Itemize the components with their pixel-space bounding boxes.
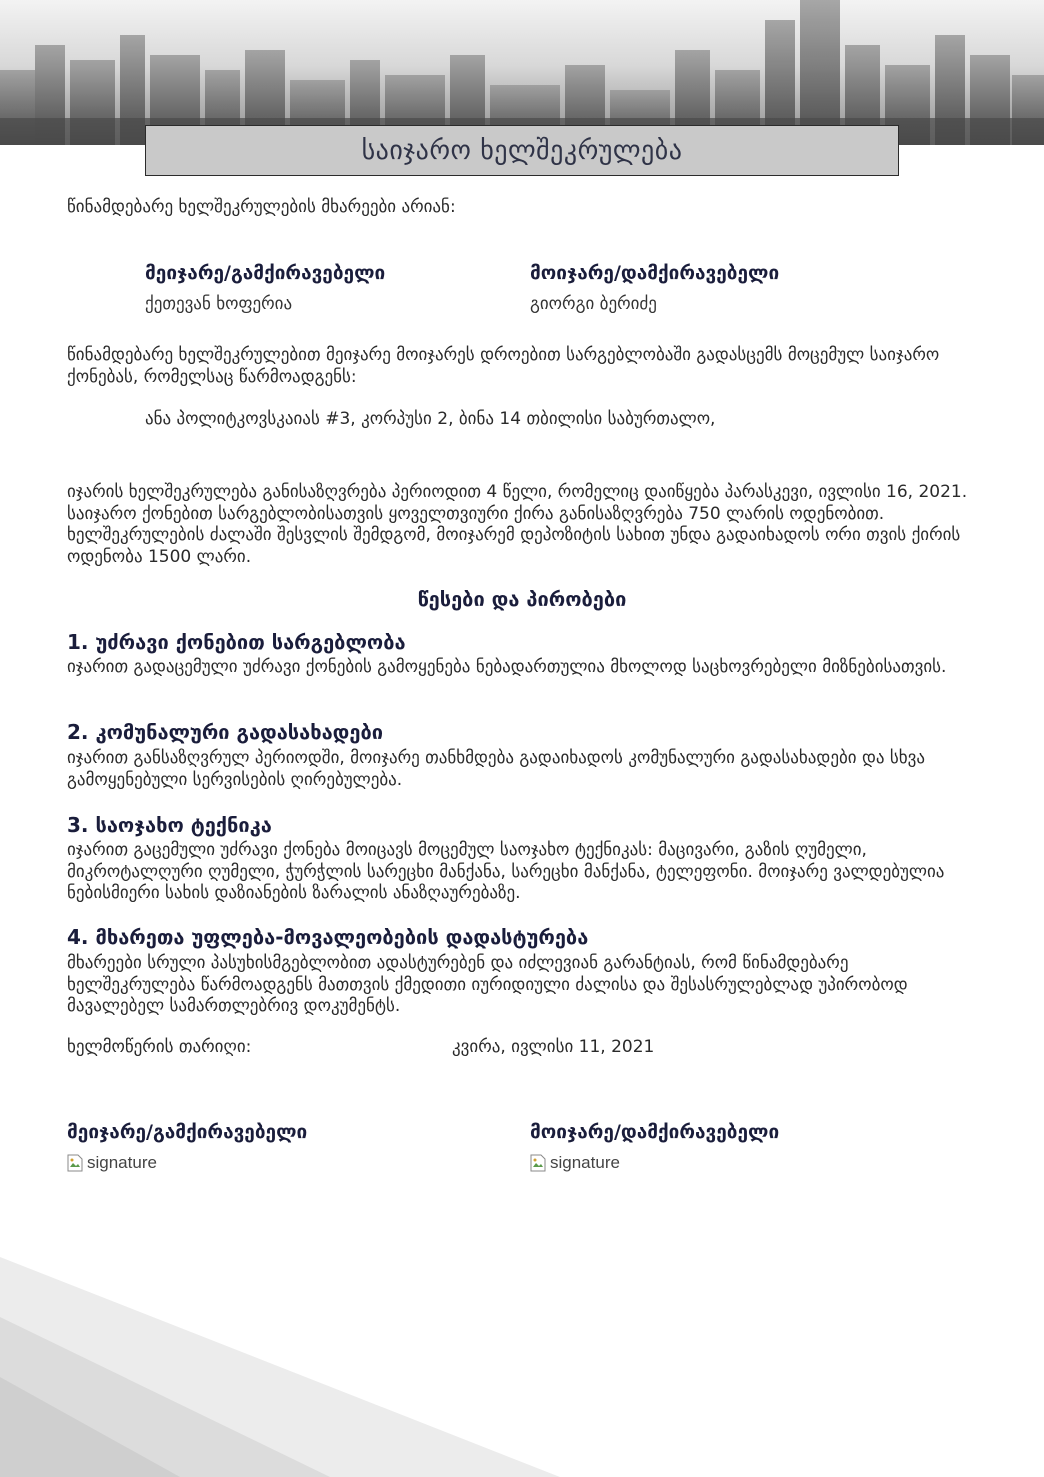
- section-4-title: 4. მხარეთა უფლება-მოვალეობების დადასტურება: [67, 925, 589, 949]
- landlord-signature-image: [67, 1153, 157, 1173]
- rules-heading: წესები და პირობები: [417, 587, 627, 611]
- section-1-body: იჯარით გადაცემული უძრავი ქონების გამოყენება ნებადართულია მხოლოდ საცხოვრებელი მიზნებისათვის.: [67, 657, 947, 677]
- title-box: [145, 125, 899, 176]
- landlord-signature-role: მეიჯარე/გამქირავებელი: [67, 1121, 308, 1143]
- property-intro: წინამდებარე ხელშეკრულებით მეიჯარე მოიჯარეს დროებით სარგებლობაში გადასცემს მოცემულ საიჯარო ქონებას, რომელსაც წარმოადგენს:: [67, 345, 940, 387]
- tenant-role: მოიჯარე/დამქირავებელი: [530, 262, 780, 284]
- broken-image-icon: [530, 1154, 546, 1172]
- section-3-title: 3. საოჯახო ტექნიკა: [67, 813, 272, 837]
- document-title: საიჯარო ხელშეკრულება: [361, 135, 683, 166]
- tenant-signature-alt: signature: [550, 1153, 620, 1172]
- term-paragraph: იჯარის ხელშეკრულება განისაზღვრება პერიოდით 4 წელი, რომელიც დაიწყება პარასკევი, ივლისი 16, 2021. საიჯარო ქონებით სარგებლობისათვის ყოველთვიური ქირა განისაზღვრება 750 ლარის ოდენობით. ხელშეკრულების ძალაში შესვლის შემდგომ, მოიჯარემ დეპოზიტის სახით უნდა გადაიხადოს ორი თვის ქირის ოდენობა 1500 ლარი.: [67, 482, 968, 567]
- footer-decoration: [0, 1257, 1044, 1477]
- landlord-name: ქეთევან ხოფერია: [145, 294, 293, 314]
- section-2-body: იჯარით განსაზღვრულ პერიოდში, მოიჯარე თანხმდება გადაიხადოს კომუნალური გადასახადები და სხვა გამოყენებული სერვისების ღირებულება.: [67, 748, 926, 790]
- landlord-signature-alt: signature: [87, 1153, 157, 1172]
- tenant-name: გიორგი ბერიძე: [530, 294, 657, 314]
- signing-date-label: ხელმოწერის თარიღი:: [67, 1037, 252, 1057]
- tenant-signature-image: [530, 1153, 620, 1173]
- landlord-role: მეიჯარე/გამქირავებელი: [145, 262, 386, 284]
- parties-intro: წინამდებარე ხელშეკრულების მხარეები არიან:: [67, 197, 456, 217]
- section-1-title: 1. უძრავი ქონებით სარგებლობა: [67, 630, 406, 654]
- property-address: ანა პოლიტკოვსკაიას #3, კორპუსი 2, ბინა 14 თბილისი საბურთალო,: [145, 409, 716, 429]
- tenant-signature-role: მოიჯარე/დამქირავებელი: [530, 1121, 780, 1143]
- section-3-body: იჯარით გაცემული უძრავი ქონება მოიცავს მოცემულ საოჯახო ტექნიკას: მაცივარი, გაზის ღუმელი, მიკროტალღური ღუმელი, ჭურჭლის სარეცხი მანქანა, სარეცხი მანქანა, ტელეფონი. მოიჯარე ვალდებულია ნებისმიერი სახის დაზიანების ზარალის ანაზღაურებაზე.: [67, 840, 945, 903]
- broken-image-icon: [67, 1154, 83, 1172]
- signing-date-value: კვირა, ივლისი 11, 2021: [452, 1037, 655, 1057]
- section-2-title: 2. კომუნალური გადასახადები: [67, 720, 384, 744]
- section-4-body: მხარეები სრული პასუხისმგებლობით ადასტურებენ და იძლევიან გარანტიას, რომ წინამდებარე ხელშეკრულება წარმოადგენს მათთვის ქმედითი იურიდიული ძალისა და შესასრულებლად უპირობოდ მავალებელ სამართლებრივ დოკუმენტს.: [67, 953, 908, 1016]
- header-city-image: [0, 0, 1044, 145]
